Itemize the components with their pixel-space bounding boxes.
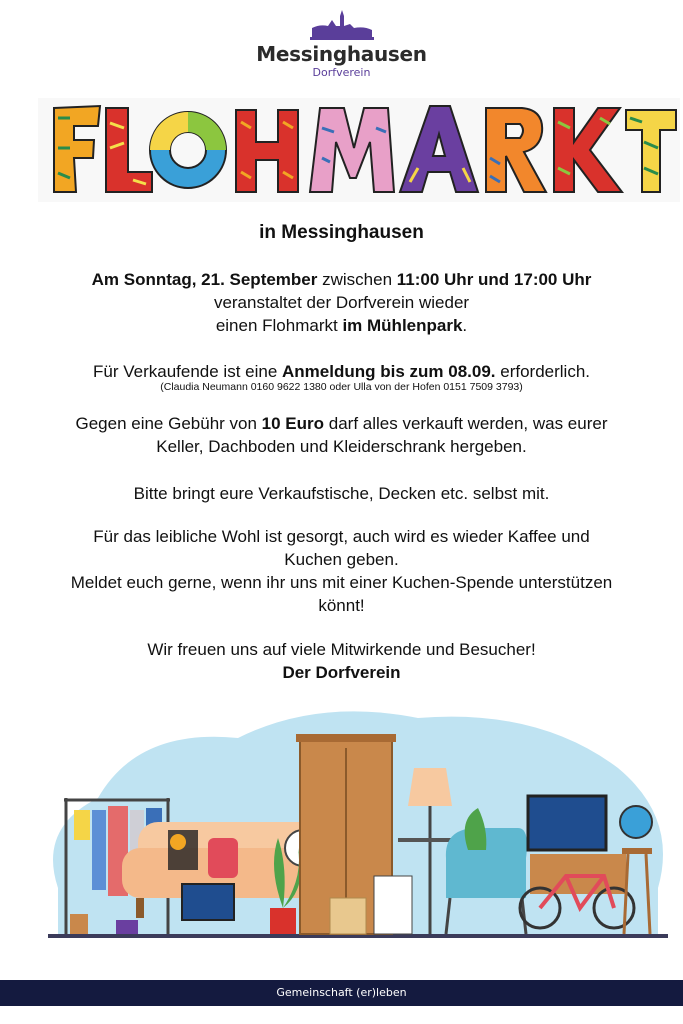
logo-subtitle: Dorfverein: [312, 66, 371, 79]
cardboard-box: [330, 898, 366, 934]
registration-c: erforderlich.: [495, 362, 590, 381]
fee-c: darf alles verkauft werden, was eurer: [324, 414, 608, 433]
registration-a: Für Verkaufende ist eine: [93, 362, 283, 381]
fee-line-2: Keller, Dachboden und Kleiderschrank hergeben.: [156, 437, 527, 456]
paragraph-closing: [0, 638, 683, 684]
church-silhouette-icon: [310, 8, 374, 40]
signature: [0, 661, 683, 684]
food-line-4: könnt!: [318, 596, 365, 615]
intro-line-3: [0, 314, 683, 337]
banner-letter-a: [400, 106, 478, 192]
banner-letter-h: [236, 110, 298, 192]
flohmarkt-banner: [38, 98, 680, 202]
banner-letter-k: [554, 108, 622, 192]
fee-line-1: [0, 412, 683, 435]
contact-info: (Claudia Neumann 0160 9622 1380 oder Ulla von der Hofen 0151 7509 3793): [160, 381, 523, 393]
event-date: Am Sonntag, 21. September: [91, 270, 318, 289]
event-location: im Mühlenpark: [342, 316, 463, 335]
logo: [0, 8, 683, 79]
paragraph-fee: [0, 412, 683, 458]
picture-frame: [374, 876, 412, 934]
intro-line-3a: einen Flohmarkt: [215, 316, 343, 335]
registration-deadline: Anmeldung bis zum 08.09.: [282, 362, 496, 381]
banner-letter-r: [486, 108, 546, 192]
fee-a: Gegen eine Gebühr von: [75, 414, 262, 433]
subtitle: in Messinghausen: [259, 222, 424, 243]
paragraph-tables: Bitte bringt eure Verkaufstische, Decken etc. selbst mit.: [133, 484, 550, 503]
banner-letter-f: [54, 106, 100, 192]
intro-line-3c: .: [462, 316, 468, 335]
logo-name: Messinghausen: [256, 42, 427, 66]
intro-line-2: veranstaltet der Dorfverein wieder: [213, 293, 470, 312]
fee-amount: 10 Euro: [261, 414, 325, 433]
food-line-2: Kuchen geben.: [284, 550, 399, 569]
food-line-3: Meldet euch gerne, wenn ihr uns mit einer Kuchen-Spende unterstützen: [70, 573, 613, 592]
paragraph-food: [0, 525, 683, 617]
banner-letter-t: [626, 110, 676, 192]
paragraph-registration: [0, 360, 683, 383]
flea-market-illustration: [18, 688, 668, 958]
closing-line: Wir freuen uns auf viele Mitwirkende und Besucher!: [147, 640, 536, 659]
footer-bar: [0, 980, 683, 1006]
banner-letter-l: [106, 108, 152, 192]
small-tv: [182, 884, 234, 920]
signature-text: Der Dorfverein: [282, 663, 401, 682]
event-time: 11:00 Uhr und 17:00 Uhr: [396, 270, 592, 289]
banner-letter-m: [310, 108, 394, 192]
between-text: zwischen: [317, 270, 397, 289]
intro-line-1: [0, 268, 683, 291]
banner-letter-o: [150, 112, 226, 188]
footer-slogan: Gemeinschaft (er)leben: [276, 986, 407, 999]
food-line-1: Für das leibliche Wohl ist gesorgt, auch wird es wieder Kaffee und: [93, 527, 590, 546]
registration-line: [0, 360, 683, 383]
paragraph-intro: [0, 268, 683, 337]
